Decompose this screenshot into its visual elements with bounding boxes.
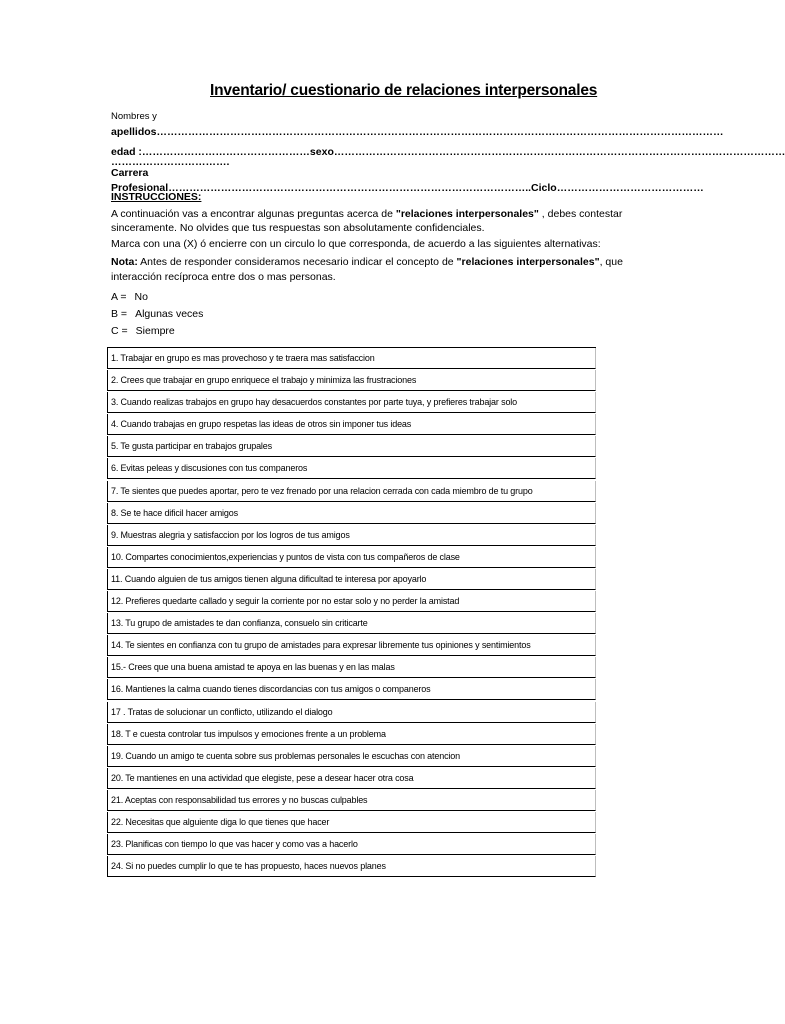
question-row[interactable]: 14. Te sientes en confianza con tu grupo de amistades para expresar libremente tus opiniones y sentimientos <box>107 635 596 656</box>
question-row[interactable]: 24. Si no puedes cumplir lo que te has propuesto, haces nuevos planes <box>107 856 596 877</box>
question-row[interactable]: 22. Necesitas que alguiente diga lo que tienes que hacer <box>107 812 596 833</box>
ciclo-label: Ciclo <box>531 182 557 194</box>
nombres-label: Nombres y <box>111 111 157 122</box>
question-row[interactable]: 17 . Tratas de solucionar un conflicto, utilizando el dialogo <box>107 702 596 723</box>
question-row[interactable]: 12. Prefieres quedarte callado y seguir la corriente por no estar solo y no perder la amistad <box>107 591 596 612</box>
question-row[interactable]: 2. Crees que trabajar en grupo enriquece el trabajo y minimiza las frustraciones <box>107 370 596 391</box>
question-row[interactable]: 9. Muestras alegria y satisfaccion por los logros de tus amigos <box>107 525 596 546</box>
question-row[interactable]: 1. Trabajar en grupo es mas provechoso y te traera mas satisfaccion <box>107 348 596 369</box>
document-title: Inventario/ cuestionario de relaciones interpersonales <box>210 82 598 99</box>
profesional-label: Profesional <box>111 182 169 194</box>
question-row[interactable]: 4. Cuando trabajas en grupo respetas las ideas de otros sin imponer tus ideas <box>107 414 596 435</box>
question-row[interactable]: 23. Planificas con tiempo lo que vas hacer y como vas a hacerlo <box>107 834 596 855</box>
instructions-paragraph-1: A continuación vas a encontrar algunas preguntas acerca de "relaciones interpersonales" , debes contestar <box>111 208 623 220</box>
carrera-label: Carrera <box>111 167 149 179</box>
edad-label: edad : <box>111 146 142 158</box>
question-row[interactable]: 3. Cuando realizas trabajos en grupo hay desacuerdos constantes por parte tuya, y prefieres trabajar solo <box>107 392 596 413</box>
apellidos-label: apellidos <box>111 126 157 138</box>
question-row[interactable]: 19. Cuando un amigo te cuenta sobre sus problemas personales le escuchas con atencion <box>107 746 596 767</box>
question-row[interactable]: 11. Cuando alguien de tus amigos tienen alguna dificultad te interesa por apoyarlo <box>107 569 596 590</box>
question-row[interactable]: 18. T e cuesta controlar tus impulsos y emociones frente a un problema <box>107 724 596 745</box>
instructions-paragraph-1-line-2: sinceramente. No olvides que tus respuestas son absolutamente confidenciales. <box>111 222 485 234</box>
apellidos-field[interactable] <box>111 126 724 138</box>
nota-paragraph: Nota: Antes de responder consideramos necesario indicar el concepto de "relaciones interpersonales", que <box>111 256 623 268</box>
option-c: C = Siempre <box>111 325 175 337</box>
question-row[interactable]: 16. Mantienes la calma cuando tienes discordancias con tus amigos o companeros <box>107 679 596 700</box>
instructions-paragraph-2: Marca con una (X) ó encierre con un circulo lo que corresponda, de acuerdo a las siguientes alternativas: <box>111 238 601 250</box>
question-row[interactable]: 7. Te sientes que puedes aportar, pero te vez frenado por una relacion cerrada con cada miembro de tu grupo <box>107 481 596 502</box>
ciclo-dots: …………………………………… <box>556 182 704 194</box>
instructions-heading: INSTRUCCIONES: <box>111 191 202 203</box>
sexo-dots: ………………………………………………………………………………………………………………… <box>333 146 785 158</box>
nota-paragraph-line-2: interacción recíproca entre dos o mas personas. <box>111 271 336 283</box>
question-row[interactable]: 15.- Crees que una buena amistad te apoya en las buenas y en las malas <box>107 657 596 678</box>
questions-table <box>107 347 596 878</box>
profesional-dots: ………………………………………………………………………………………….. <box>168 182 532 194</box>
question-row[interactable]: 21. Aceptas con responsabilidad tus errores y no buscas culpables <box>107 790 596 811</box>
extra-dots: ……………………………. <box>111 156 230 168</box>
question-row[interactable]: 5. Te gusta participar en trabajos grupales <box>107 436 596 457</box>
question-row[interactable]: 8. Se te hace dificil hacer amigos <box>107 503 596 524</box>
sexo-label: sexo <box>309 146 334 158</box>
nota-label: Nota: <box>111 256 138 268</box>
apellidos-dots: ……………………………………………………………………………………………………………………………………………… <box>156 126 724 138</box>
option-b: B = Algunas veces <box>111 308 204 320</box>
option-a: A = No <box>111 291 148 303</box>
question-row[interactable]: 20. Te mantienes en una actividad que elegiste, pese a desear hacer otra cosa <box>107 768 596 789</box>
question-row[interactable]: 6. Evitas peleas y discusiones con tus companeros <box>107 458 596 479</box>
question-row[interactable]: 10. Compartes conocimientos,experiencias y puntos de vista con tus compañeros de clase <box>107 547 596 568</box>
question-row[interactable]: 13. Tu grupo de amistades te dan confianza, consuelo sin criticarte <box>107 613 596 634</box>
edad-dots: ………………………………………… <box>141 146 310 158</box>
